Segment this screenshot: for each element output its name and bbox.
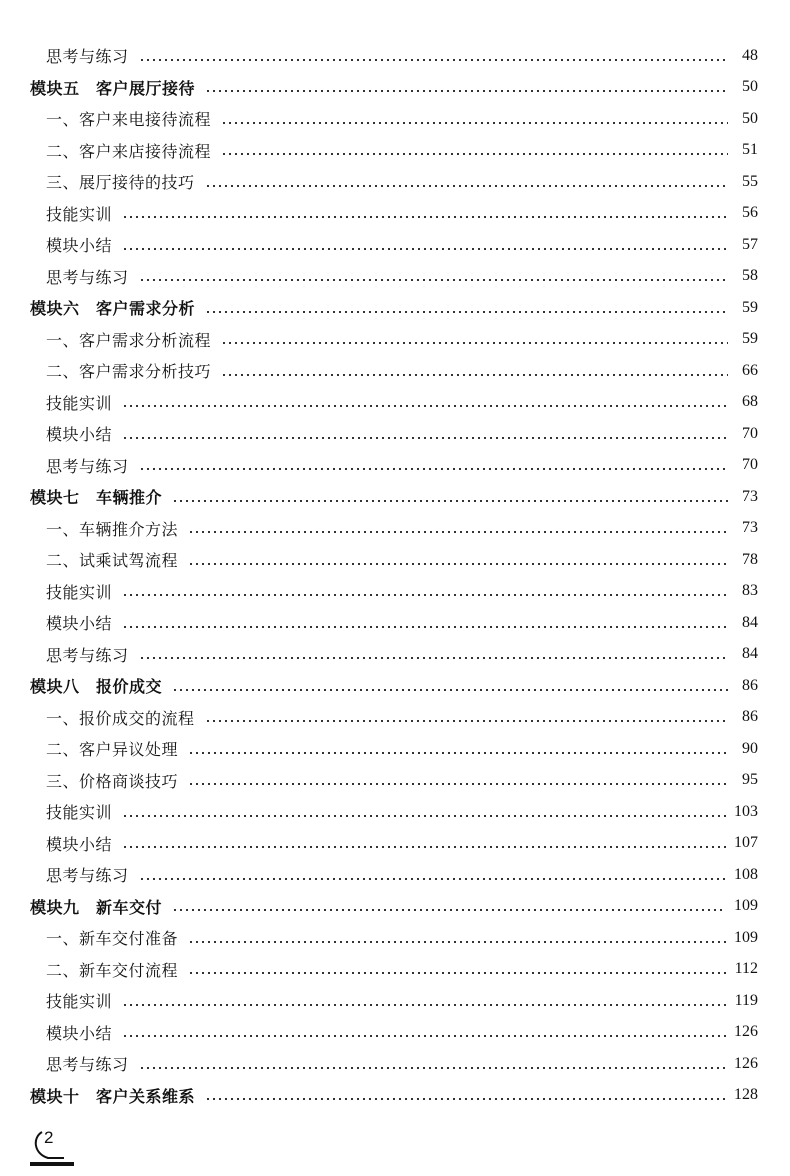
toc-entry-page: 83 [742, 582, 758, 600]
toc-entry-page: 58 [742, 267, 758, 285]
dot-leader [122, 815, 726, 817]
toc-entry-page: 86 [742, 676, 758, 694]
toc-entry-title: 二、客户需求分析技巧 [46, 362, 212, 382]
toc-entry-page: 70 [742, 424, 758, 442]
toc-module-row [0, 481, 790, 513]
toc-entry-row [0, 513, 790, 545]
toc-entry-title: 一、车辆推介方法 [46, 519, 179, 539]
toc-entry-row [0, 765, 790, 797]
dot-leader [205, 90, 728, 92]
dot-leader [221, 153, 728, 155]
dot-leader [122, 216, 728, 218]
dot-leader [139, 468, 728, 470]
dot-leader [188, 752, 728, 754]
dot-leader [205, 1098, 726, 1100]
table-of-contents [0, 40, 790, 1111]
toc-entry-row [0, 954, 790, 986]
dot-leader [172, 909, 726, 911]
toc-entry-row [0, 103, 790, 135]
dot-leader [139, 59, 728, 61]
toc-module-row [0, 72, 790, 104]
toc-entry-title: 思考与练习 [46, 866, 129, 886]
toc-entry-row [0, 135, 790, 167]
dot-leader [188, 941, 726, 943]
toc-entry-title: 技能实训 [46, 582, 113, 602]
toc-entry-title: 技能实训 [46, 992, 113, 1012]
toc-entry-page: 107 [734, 834, 758, 852]
toc-entry-row [0, 859, 790, 891]
toc-entry-page: 126 [734, 1054, 758, 1072]
toc-entry-title: 模块小结 [46, 834, 113, 854]
toc-entry-page: 78 [742, 550, 758, 568]
toc-entry-page: 73 [742, 487, 758, 505]
toc-entry-page: 109 [734, 928, 758, 946]
dot-leader [139, 279, 728, 281]
toc-entry-page: 51 [742, 141, 758, 159]
toc-entry-row [0, 1048, 790, 1080]
toc-entry-row [0, 418, 790, 450]
dot-leader [122, 248, 728, 250]
toc-entry-page: 50 [742, 78, 758, 96]
dot-leader [139, 657, 728, 659]
page-footer [28, 1128, 74, 1168]
toc-entry-page: 126 [734, 1023, 758, 1041]
toc-entry-title: 模块小结 [46, 236, 113, 256]
toc-entry-title: 模块五 客户展厅接待 [30, 78, 196, 98]
dot-leader [122, 626, 728, 628]
toc-entry-row [0, 576, 790, 608]
dot-leader [172, 689, 728, 691]
dot-leader [188, 531, 728, 533]
toc-entry-row [0, 198, 790, 230]
toc-entry-title: 模块八 报价成交 [30, 677, 163, 697]
toc-entry-row [0, 702, 790, 734]
toc-entry-page: 108 [734, 865, 758, 883]
toc-entry-title: 模块九 新车交付 [30, 897, 163, 917]
dot-leader [188, 563, 728, 565]
toc-entry-row [0, 450, 790, 482]
toc-module-row [0, 1080, 790, 1112]
toc-entry-page: 95 [742, 771, 758, 789]
dot-leader [122, 594, 728, 596]
toc-entry-page: 57 [742, 235, 758, 253]
toc-entry-row [0, 922, 790, 954]
toc-entry-page: 119 [734, 991, 758, 1009]
toc-entry-row [0, 828, 790, 860]
toc-entry-page: 66 [742, 361, 758, 379]
toc-entry-page: 50 [742, 109, 758, 127]
toc-entry-title: 模块十 客户关系维系 [30, 1086, 196, 1106]
toc-entry-page: 128 [734, 1086, 758, 1104]
toc-module-row [0, 670, 790, 702]
toc-entry-title: 模块小结 [46, 425, 113, 445]
toc-entry-row [0, 355, 790, 387]
dot-leader [139, 1067, 726, 1069]
toc-entry-title: 一、客户来电接待流程 [46, 110, 212, 130]
toc-entry-row [0, 796, 790, 828]
dot-leader [122, 1004, 727, 1006]
toc-entry-page: 109 [734, 897, 758, 915]
toc-entry-title: 模块小结 [46, 614, 113, 634]
toc-entry-title: 思考与练习 [46, 267, 129, 287]
toc-entry-row [0, 166, 790, 198]
dot-leader [122, 405, 728, 407]
toc-entry-title: 思考与练习 [46, 1055, 129, 1075]
toc-entry-page: 73 [742, 519, 758, 537]
toc-entry-row [0, 607, 790, 639]
toc-entry-page: 112 [734, 960, 758, 978]
toc-entry-title: 二、客户来店接待流程 [46, 141, 212, 161]
toc-entry-title: 模块六 客户需求分析 [30, 299, 196, 319]
toc-entry-title: 一、客户需求分析流程 [46, 330, 212, 350]
dot-leader [188, 972, 727, 974]
dot-leader [221, 374, 728, 376]
toc-entry-title: 模块七 车辆推介 [30, 488, 163, 508]
toc-entry-page: 68 [742, 393, 758, 411]
dot-leader [188, 783, 728, 785]
toc-entry-row [0, 733, 790, 765]
dot-leader [205, 720, 728, 722]
toc-entry-row [0, 387, 790, 419]
dot-leader [221, 122, 728, 124]
toc-entry-page: 55 [742, 172, 758, 190]
toc-entry-title: 思考与练习 [46, 645, 129, 665]
dot-leader [122, 1035, 726, 1037]
toc-entry-page: 48 [742, 46, 758, 64]
toc-entry-title: 技能实训 [46, 393, 113, 413]
dot-leader [221, 342, 728, 344]
toc-entry-page: 56 [742, 204, 758, 222]
dot-leader [205, 311, 728, 313]
toc-module-row [0, 292, 790, 324]
toc-entry-title: 思考与练习 [46, 456, 129, 476]
dot-leader [122, 846, 726, 848]
dot-leader [122, 437, 728, 439]
toc-entry-title: 二、试乘试驾流程 [46, 551, 179, 571]
toc-entry-page: 59 [742, 298, 758, 316]
toc-entry-title: 技能实训 [46, 803, 113, 823]
toc-entry-row [0, 1017, 790, 1049]
toc-entry-page: 86 [742, 708, 758, 726]
toc-entry-row [0, 261, 790, 293]
toc-entry-title: 二、客户异议处理 [46, 740, 179, 760]
dot-leader [172, 500, 728, 502]
toc-entry-title: 模块小结 [46, 1023, 113, 1043]
toc-entry-title: 一、报价成交的流程 [46, 708, 195, 728]
toc-entry-title: 三、价格商谈技巧 [46, 771, 179, 791]
toc-entry-row [0, 40, 790, 72]
toc-module-row [0, 891, 790, 923]
toc-entry-title: 三、展厅接待的技巧 [46, 173, 195, 193]
toc-entry-page: 90 [742, 739, 758, 757]
toc-entry-row [0, 324, 790, 356]
toc-entry-title: 思考与练习 [46, 47, 129, 67]
dot-leader [139, 878, 726, 880]
toc-entry-row [0, 229, 790, 261]
toc-entry-row [0, 639, 790, 671]
toc-entry-title: 技能实训 [46, 204, 113, 224]
toc-entry-title: 一、新车交付准备 [46, 929, 179, 949]
dot-leader [205, 185, 728, 187]
toc-entry-page: 103 [734, 802, 758, 820]
toc-entry-page: 84 [742, 613, 758, 631]
toc-entry-page: 59 [742, 330, 758, 348]
toc-entry-page: 70 [742, 456, 758, 474]
toc-entry-row [0, 544, 790, 576]
page-number: 2 [44, 1128, 54, 1147]
toc-entry-row [0, 985, 790, 1017]
toc-entry-page: 84 [742, 645, 758, 663]
toc-entry-title: 二、新车交付流程 [46, 960, 179, 980]
